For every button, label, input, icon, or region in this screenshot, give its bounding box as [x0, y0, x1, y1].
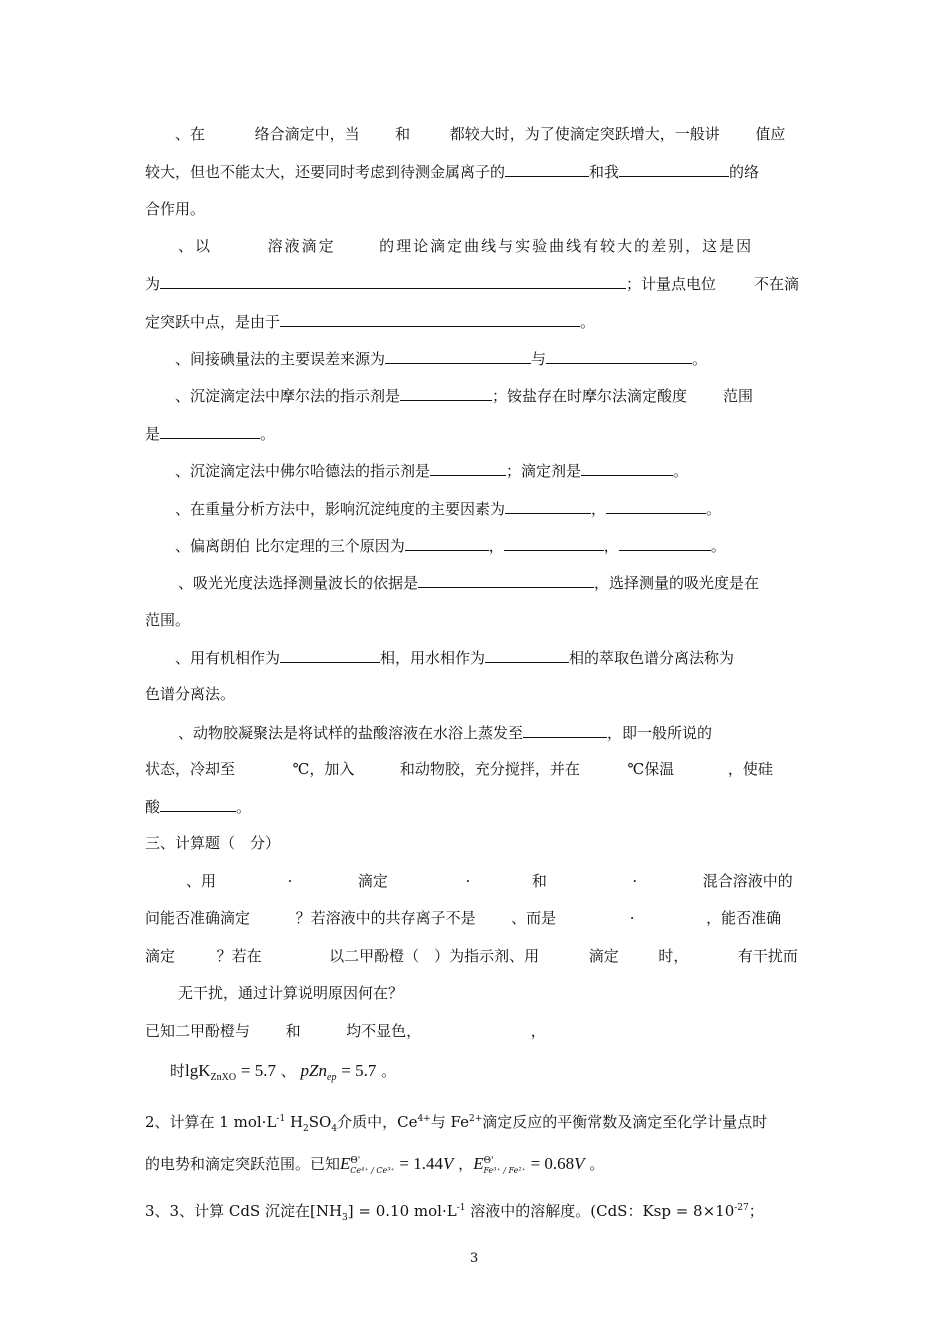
- q-mohr-method-line2: [145, 422, 275, 445]
- answer-blank: [400, 384, 492, 401]
- text: 。: [260, 425, 276, 443]
- calc-q1-line1: [186, 870, 793, 892]
- answer-blank: [430, 459, 506, 476]
- text: 、以: [178, 237, 213, 255]
- formula-potential: E: [340, 1154, 351, 1173]
- answer-blank: [505, 160, 589, 177]
- text: 范围。: [145, 611, 191, 629]
- text: 合作用。: [145, 200, 206, 218]
- text: ，: [458, 1155, 474, 1173]
- text: 无干扰，通过计算说明原因何在？: [178, 984, 404, 1002]
- answer-blank: [280, 646, 380, 663]
- q-extraction-line2: [145, 683, 235, 705]
- answer-blank: [619, 534, 711, 551]
- answer-blank: [485, 646, 569, 663]
- text: 滴定: [145, 947, 176, 965]
- text: 为: [145, 275, 161, 293]
- text: 2、计算在 1 mol·L: [145, 1113, 277, 1131]
- calc-q1-line2: [145, 907, 781, 929]
- calc-q1-line3: [145, 945, 798, 967]
- q-volhard-method: [175, 459, 688, 482]
- formula-potential: E: [473, 1154, 484, 1173]
- text: 、: [280, 1062, 296, 1080]
- subscript: Ce⁴⁺ / Ce³⁺: [350, 1166, 395, 1175]
- q-titration-curve-line1: [178, 235, 753, 257]
- calc-q1-formula: [170, 1060, 396, 1089]
- text: 都较大时，为了使滴定突跃增大，一般讲: [449, 125, 720, 143]
- text: 与 Fe: [430, 1113, 469, 1131]
- answer-blank: [581, 459, 673, 476]
- text: ，: [591, 500, 607, 518]
- text: 、沉淀滴定法中摩尔法的指示剂是: [175, 387, 401, 405]
- text: ，选择测量的吸光度是在: [594, 574, 760, 592]
- text: 和我: [589, 163, 620, 181]
- answer-blank: [160, 272, 626, 289]
- answer-blank: [606, 497, 706, 514]
- subscript: 4: [331, 1124, 338, 1134]
- calc-q2-line1: [145, 1108, 767, 1140]
- text: 相的萃取色谱分离法称为: [569, 649, 735, 667]
- formula-unit: V: [443, 1154, 454, 1173]
- text: ？若在: [216, 947, 262, 965]
- text: ℃保温: [627, 760, 675, 778]
- superscript: -27: [734, 1203, 749, 1213]
- answer-blank: [160, 422, 260, 439]
- text: SO: [308, 1113, 332, 1131]
- answer-blank: [280, 310, 580, 327]
- text: 时，: [658, 947, 689, 965]
- text: 。: [692, 350, 708, 368]
- q-complex-titration-line3: [145, 198, 205, 220]
- formula-subscript: ep: [327, 1072, 337, 1083]
- calc-q1-line4: [178, 982, 403, 1004]
- answer-blank: [546, 347, 692, 364]
- text: ，: [530, 1022, 546, 1040]
- text: 、间接碘量法的主要误差来源为: [175, 350, 386, 368]
- page-number: 3: [470, 1251, 479, 1266]
- text: 的理论滴定曲线与实验曲线有较大的差别，这是因: [379, 237, 754, 255]
- text: 的络: [729, 163, 760, 181]
- text: 是: [145, 425, 161, 443]
- text: ；: [748, 1202, 764, 1220]
- formula-subscript: ZnXO: [210, 1072, 237, 1083]
- text: ·: [465, 872, 471, 890]
- text: 不在滴: [754, 275, 800, 293]
- text: 、用: [186, 872, 217, 890]
- calc-q1-line5: [145, 1020, 546, 1042]
- superscript: -1: [276, 1114, 286, 1124]
- text: 。: [589, 1155, 605, 1173]
- text: ；计量点电位: [626, 275, 717, 293]
- section-heading-calculation: [145, 832, 280, 854]
- text: 色谱分离法。: [145, 685, 236, 703]
- superscript: Θ': [350, 1156, 361, 1166]
- text: 滴定反应的平衡常数及滴定至化学计量点时: [482, 1113, 768, 1131]
- text: 、在: [175, 125, 206, 143]
- text: 。: [710, 537, 726, 555]
- text: 和: [531, 872, 547, 890]
- text: 滴定: [588, 947, 619, 965]
- text: 、偏离朗伯 比尔定理的三个原因为: [175, 537, 405, 555]
- formula-pzn: pZn: [300, 1061, 327, 1080]
- text: 、用有机相作为: [175, 649, 281, 667]
- text: ；滴定剂是: [506, 462, 582, 480]
- q-beer-lambert: [175, 534, 726, 557]
- q-gelatin-line3: [145, 795, 251, 818]
- answer-blank: [523, 721, 607, 738]
- text: 相，用水相作为: [380, 649, 486, 667]
- text: 混合溶液中的: [702, 872, 793, 890]
- text: ，能否准确: [706, 909, 782, 927]
- text: 。: [706, 500, 722, 518]
- text: ；铵盐存在时摩尔法滴定酸度: [492, 387, 688, 405]
- text: 、吸光光度法选择测量波长的依据是: [178, 574, 419, 592]
- q-mohr-method-line1: [175, 384, 753, 407]
- subscript: Fe³⁺ / Fe²⁺: [483, 1166, 526, 1175]
- text: 以二甲酚橙（ ）为指示剂、用: [329, 947, 540, 965]
- text: 定突跃中点，是由于: [145, 313, 281, 331]
- text: 有干扰而: [737, 947, 798, 965]
- text: ·: [287, 872, 293, 890]
- q-titration-curve-line3: [145, 310, 595, 333]
- subscript: 2: [303, 1124, 309, 1134]
- superscript: -1: [456, 1203, 466, 1213]
- text: 滴定: [357, 872, 388, 890]
- text: 酸: [145, 798, 161, 816]
- q-complex-titration-line2: [145, 160, 759, 183]
- answer-blank: [405, 534, 489, 551]
- text: H: [285, 1113, 304, 1131]
- answer-blank: [418, 571, 594, 588]
- calc-q3-line1: [145, 1197, 764, 1229]
- text: 问能否准确滴定: [145, 909, 251, 927]
- text: ，: [488, 537, 504, 555]
- text: 和动物胶，充分搅拌，并在: [399, 760, 580, 778]
- text: 状态，冷却至: [145, 760, 236, 778]
- text: ？若溶液中的共存离子不是: [295, 909, 476, 927]
- text: 。: [580, 313, 596, 331]
- q-spectrophotometry-line2: [145, 609, 190, 631]
- text: ，使硅: [727, 760, 773, 778]
- formula-value: = 1.44: [399, 1154, 443, 1173]
- text: 较大，但也不能太大，还要同时考虑到待测金属离子的: [145, 163, 506, 181]
- q-complex-titration-line1: [175, 123, 785, 145]
- answer-blank: [385, 347, 531, 364]
- text: 。: [673, 462, 689, 480]
- text: 和: [285, 1022, 301, 1040]
- text: 3、3、计算 CdS 沉淀在[NH: [145, 1202, 343, 1220]
- text: 络合滴定中，当: [254, 125, 360, 143]
- text: 、而是: [511, 909, 557, 927]
- q-gelatin-line2: [145, 758, 773, 780]
- answer-blank: [160, 795, 236, 812]
- q-extraction-line1: [175, 646, 734, 669]
- q-gelatin-line1: [178, 721, 712, 744]
- text: 、在重量分析方法中，影响沉淀纯度的主要因素为: [175, 500, 506, 518]
- text: ·: [629, 909, 635, 927]
- text: 的电势和滴定突跃范围。已知: [145, 1155, 341, 1173]
- superscript: 4+: [417, 1114, 431, 1124]
- text: 。: [381, 1062, 397, 1080]
- text: 介质中，Ce: [337, 1113, 418, 1131]
- text: 已知二甲酚橙与: [145, 1022, 251, 1040]
- text: 三、计算题（ 分）: [145, 834, 281, 852]
- q-gravimetric: [175, 497, 721, 520]
- text: 范围: [723, 387, 754, 405]
- answer-blank: [619, 160, 729, 177]
- text: 均不显色，: [346, 1022, 422, 1040]
- text: 时: [170, 1062, 186, 1080]
- text: 值应: [755, 125, 786, 143]
- text: ，即一般所说的: [607, 724, 713, 742]
- q-spectrophotometry-line1: [178, 571, 759, 594]
- text: ] = 0.10 mol·L: [347, 1202, 457, 1220]
- formula-value: = 5.7: [240, 1061, 276, 1080]
- formula-lgk: lgK: [185, 1061, 211, 1080]
- subscript: 3: [342, 1213, 348, 1223]
- text: 溶液滴定: [267, 237, 336, 255]
- text: 。: [236, 798, 252, 816]
- superscript: 2+: [468, 1114, 483, 1124]
- text: 溶液中的溶解度。(CdS：Ksp = 8×10: [465, 1202, 735, 1220]
- answer-blank: [504, 534, 604, 551]
- calc-q2-line2: [145, 1150, 604, 1182]
- answer-blank: [505, 497, 591, 514]
- formula-value: = 5.7: [341, 1061, 377, 1080]
- text: 与: [531, 350, 547, 368]
- superscript: Θ': [483, 1156, 494, 1166]
- text: 和: [395, 125, 411, 143]
- text: ·: [632, 872, 638, 890]
- text: 、动物胶凝聚法是将试样的盐酸溶液在水浴上蒸发至: [178, 724, 524, 742]
- formula-unit: V: [574, 1154, 585, 1173]
- text: ，: [603, 537, 619, 555]
- text: ℃，加入: [292, 760, 355, 778]
- formula-value: = 0.68: [530, 1154, 575, 1173]
- q-iodometry: [175, 347, 707, 370]
- q-titration-curve-line2: [145, 272, 799, 295]
- text: 、沉淀滴定法中佛尔哈德法的指示剂是: [175, 462, 431, 480]
